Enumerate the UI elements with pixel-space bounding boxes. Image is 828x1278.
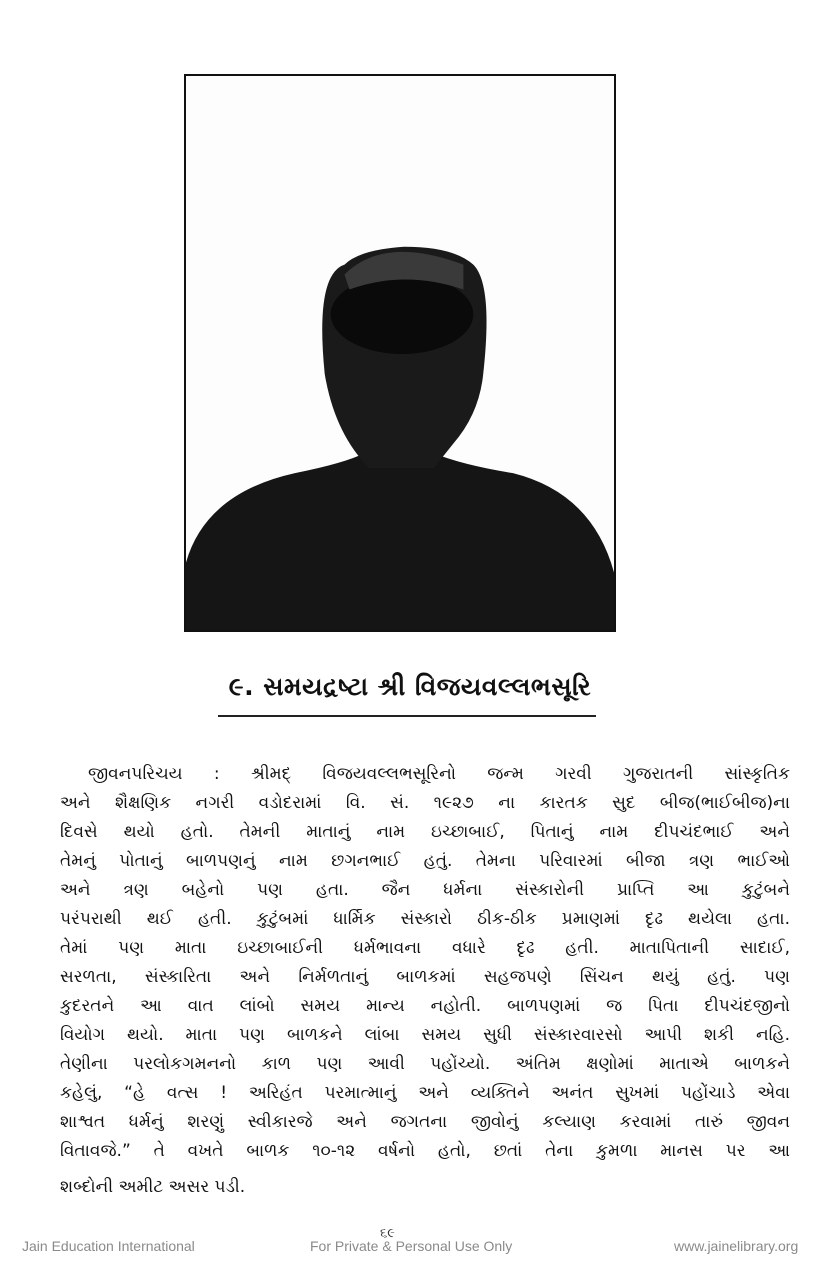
text-line: વિતાવજે.” તે વખતે બાળક ૧૦-૧૨ વર્ષનો હતો, છતાં તેના કુમળા માનસ પર આ <box>60 1141 790 1161</box>
text-line: શબ્દોની અમીટ અસર પડી. <box>60 1177 246 1197</box>
footer-usage-note: For Private & Personal Use Only <box>310 1238 513 1254</box>
portrait-image <box>186 76 614 630</box>
title-underline <box>218 715 596 717</box>
text-line: તેમનું પોતાનું બાળપણનું નામ છગનભાઈ હતું. તેમના પરિવારમાં બીજા ત્રણ ભાઈઓ <box>60 851 790 871</box>
text-line: પરંપરાથી થઈ હતી. કુટુંબમાં ધાર્મિક સંસ્કારો ઠીક-ઠીક પ્રમાણમાં દૃઢ થયેલા હતા. <box>60 909 790 929</box>
page-number: ૬૯ <box>380 1226 395 1241</box>
text-line: વિયોગ થયો. માતા પણ બાળકને લાંબા સમય સુધી સંસ્કારવારસો આપી શકી નહિ. <box>60 1025 790 1045</box>
text-line: કહેલું, “હે વત્સ ! અરિહંત પરમાત્માનું અને વ્યક્તિને અનંત સુખમાં પહોંચાડે એવા <box>60 1083 790 1103</box>
text-line: અને ત્રણ બહેનો પણ હતા. જૈન ધર્મના સંસ્કારોની પ્રાપ્તિ આ કુટુંબને <box>60 880 790 900</box>
text-line: અને શૈક્ષણિક નગરી વડોદરામાં વિ. સં. ૧૯૨૭ ના કારતક સુદ બીજ(ભાઈબીજ)ના <box>60 793 790 813</box>
text-line: જીવનપરિચય : શ્રીમદ્ વિજયવલ્લભસૂરિનો જન્મ ગરવી ગુજરાતની સાંસ્કૃતિક <box>88 764 790 784</box>
portrait-photo <box>184 74 616 632</box>
text-line: શાશ્વત ધર્મનું શરણું સ્વીકારજે અને જગતના જીવોનું કલ્યાણ કરવામાં તારું જીવન <box>60 1112 790 1132</box>
text-line: તેણીના પરલોકગમનનો કાળ પણ આવી પહોંચ્યો. અંતિમ ક્ષણોમાં માતાએ બાળકને <box>60 1054 790 1074</box>
text-line: સરળતા, સંસ્કારિતા અને નિર્મળતાનું બાળકમાં સહજપણે સિંચન થયું હતું. પણ <box>60 967 790 987</box>
text-line: દિવસે થયો હતો. તેમની માતાનું નામ ઇચ્છાબાઈ, પિતાનું નામ દીપચંદભાઈ અને <box>60 822 790 842</box>
biography-paragraph <box>60 760 790 1202</box>
footer-website-link[interactable]: www.jainelibrary.org <box>674 1238 799 1254</box>
footer-publisher: Jain Education International <box>22 1238 195 1254</box>
text-line: તેમાં પણ માતા ઇચ્છાબાઈની ધર્મભાવના વધારે દૃઢ હતી. માતાપિતાની સાદાઈ, <box>60 938 790 958</box>
text-line: કુદરતને આ વાત લાંબો સમય માન્ય નહોતી. બાળપણમાં જ પિતા દીપચંદજીનો <box>60 996 790 1016</box>
chapter-title: ૯. સમયદ્રષ્ટા શ્રી વિજયવલ્લભસૂરિ <box>228 672 592 701</box>
